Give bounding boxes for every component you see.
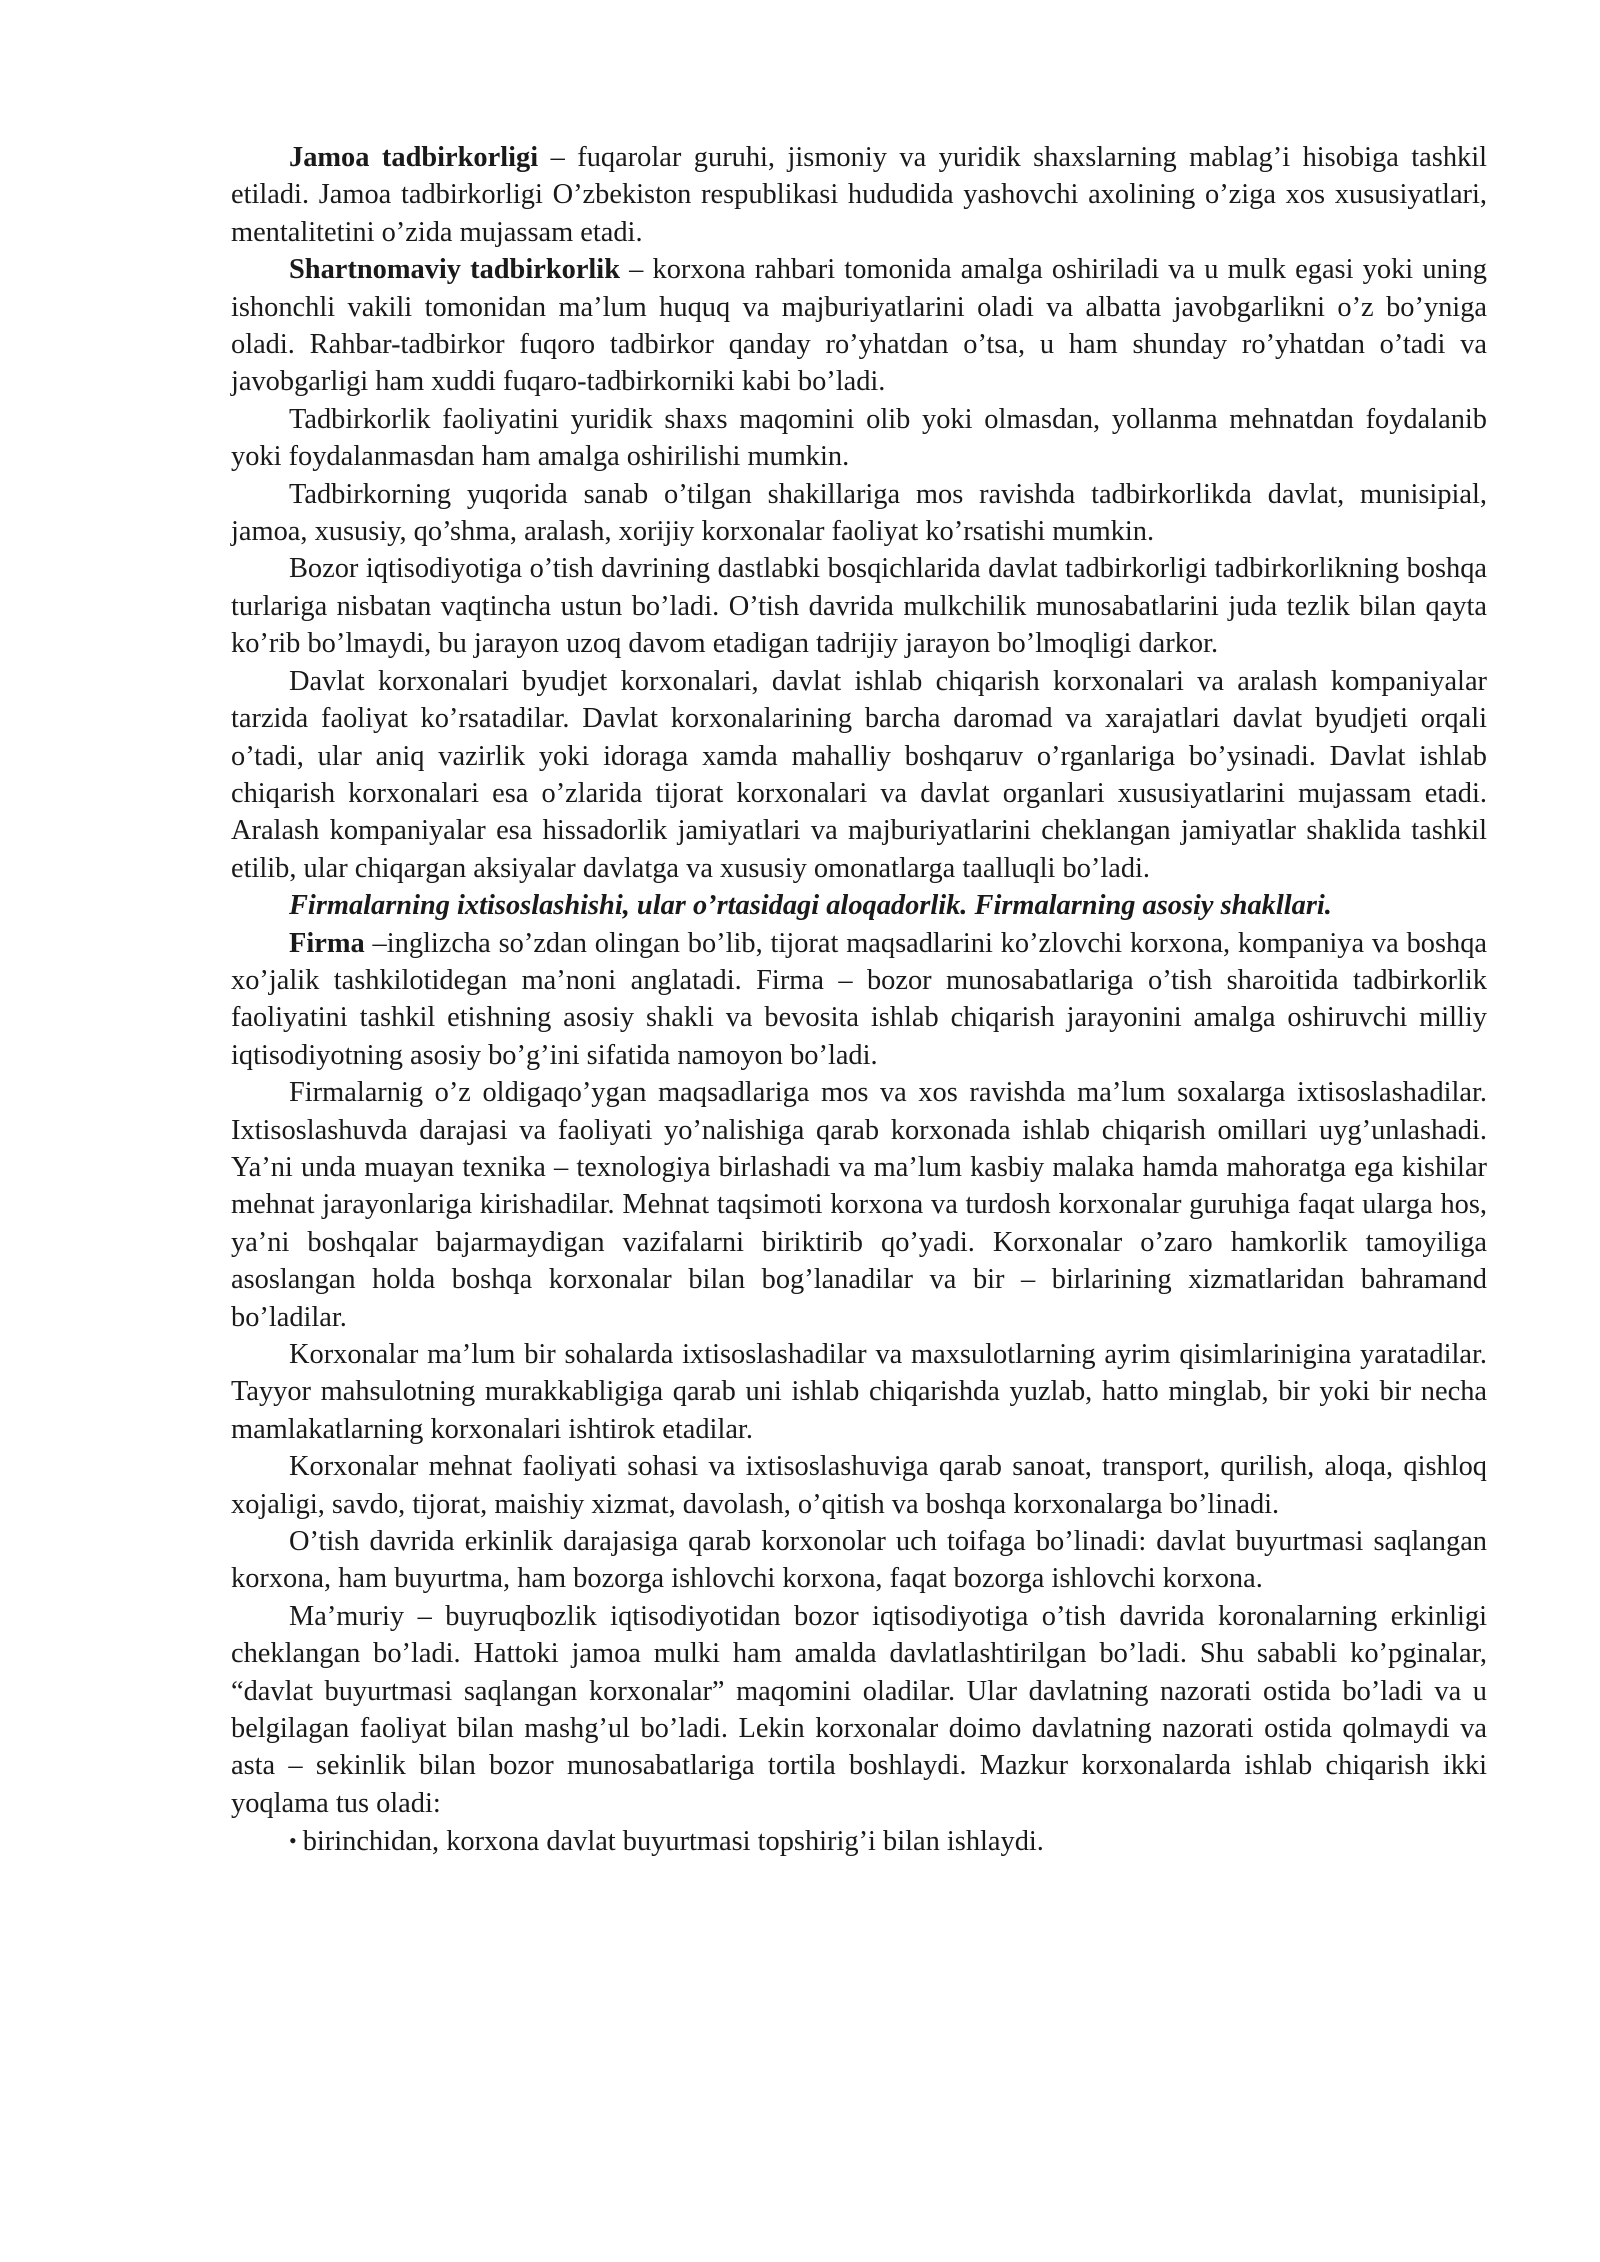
term-firma: Firma [289, 927, 365, 959]
bullet-text: birinchidan, korxona davlat buyurtmasi topshirig’i bilan ishlaydi. [302, 1826, 1044, 1858]
paragraph-mamuriy-buyruqbozlik: Ma’muriy – buyruqbozlik iqtisodiyotidan bozor iqtisodiyotiga o’tish davrida koronalarning erkinligi cheklangan bo’ladi. Hattoki jamoa mulki ham amalda davlatlashtirilgan bo’ladi. Shu sababli ko’pginalar, “davlat buyurtmasi saqlangan korxonalar” maqomini oladilar. Ular davlatning nazorati ostida bo’ladi va u belgilagan faoliyat bilan mashg’ul bo’ladi. Lekin korxonalar doimo davlatning nazorati ostida qolmaydi va asta – sekinlik bilan bozor munosabatlariga tortila boshlaydi. Mazkur korxonalarda ishlab chiqarish ikki yoqlama tus oladi: [231, 1600, 1487, 1819]
paragraph-text: – fuqarolar guruhi, jismoniy va yuridik shaxslarning mablag’i hisobiga tashkil etiladi. Jamoa tadbirkorligi O’zbekiston respublikasi hududida yashovchi axolining o’ziga xos xususiyatlari, mentalitetini o’zida mujassam etadi. [231, 142, 1487, 248]
paragraph-firma [231, 925, 1487, 1075]
term-shartnomaviy-tadbirkorlik: Shartnomaviy tadbirkorlik [289, 254, 620, 286]
paragraph-tadbirkorlik-faoliyati: Tadbirkorlik faoliyatini yuridik shaxs maqomini olib yoki olmasdan, yollanma mehnatdan foydalanib yoki foydalanmasdan ham amalga oshirilishi mumkin. [231, 403, 1487, 473]
paragraph-text: –inglizcha so’zdan olingan bo’lib, tijorat maqsadlarini ko’zlovchi korxona, kompaniya va boshqa xo’jalik tashkilotidegan ma’noni anglatadi. Firma – bozor munosabatlariga o’tish sharoitida tadbirkorlik faoliyatini tashkil etishning asosiy shakli va bevosita ishlab chiqarish jarayonini amalga oshiruvchi milliy iqtisodiyotning asosiy bo’g’ini sifatida namoyon bo’ladi. [231, 927, 1487, 1071]
paragraph-erkinlik-darajasi: O’tish davrida erkinlik darajasiga qarab korxonolar uch toifaga bo’linadi: davlat buyurtmasi saqlangan korxona, ham buyurtma, ham bozorga ishlovchi korxona, faqat bozorga ishlovchi korxona. [231, 1526, 1487, 1595]
paragraph-davlat-korxonalari: Davlat korxonalari byudjet korxonalari, davlat ishlab chiqarish korxonalari va aralash kompaniyalar tarzida faoliyat ko’rsatadilar. Davlat korxonalarining barcha daromad va xarajatlari davlat byudjeti orqali o’tadi, ular aniq vazirlik yoki idoraga xamda mahalliy boshqaruv o’rganlariga bo’ysinadi. Davlat ishlab chiqarish korxonalari esa o’zlarida tijorat korxonalari va davlat organlari xususiyatlarini mujassam etadi. Aralash kompaniyalar esa hissadorlik jamiyatlari va majburiyatlarini cheklangan jamiyatlar shaklida tashkil etilib, ular chiqargan aksiyalar davlatga va xususiy omonatlarga taalluqli bo’ladi. [231, 665, 1487, 884]
section-heading: Firmalarning ixtisoslashishi, ular o’rtasidagi aloqadorlik. Firmalarning asosiy shakllari. [289, 890, 1332, 922]
bullet-list-item [231, 1822, 1487, 1860]
paragraph-tadbirkorning-shakllari: Tadbirkorning yuqorida sanab o’tilgan shakillariga mos ravishda tadbirkorlikda davlat, munisipial, jamoa, xususiy, qo’shma, aralash, xorijiy korxonalar faoliyat ko’rsatishi mumkin. [231, 478, 1487, 548]
paragraph-firmalarning-ixtisoslashuvi: Firmalarnig o’z oldigaqo’ygan maqsadlariga mos va xos ravishda ma’lum soxalarga ixtisoslashadilar. Ixtisoslashuvda darajasi va faoliyati yo’nalishiga qarab korxonada ishlab chiqarish omillari uyg’unlashadi. Ya’ni unda muayan texnika – texnologiya birlashadi va ma’lum kasbiy malaka hamda mahoratga ega kishilar mehnat jarayonlariga kirishadilar. Mehnat taqsimoti korxona va turdosh korxonalar guruhiga faqat ularga hos, ya’ni boshqalar bajarmaydigan vazifalarni biriktirib qo’yadi. Korxonalar o’zaro hamkorlik tamoyiliga asoslangan holda boshqa korxonalar bilan bog’lanadilar va bir – birlarining xizmatlaridan bahramand bo’ladilar. [231, 1077, 1487, 1333]
bullet-icon: • [289, 1828, 297, 1854]
paragraph-korxonalar-turlari: Korxonalar mehnat faoliyati sohasi va ixtisoslashuviga qarab sanoat, transport, qurilish, aloqa, qishloq xojaligi, savdo, tijorat, maishiy xizmat, davolash, o’qitish va boshqa korxonalarga bo’linadi. [231, 1451, 1487, 1520]
document-page [231, 139, 1487, 1861]
paragraph-shartnomaviy-tadbirkorlik [231, 251, 1487, 401]
paragraph-bozor-iqtisodiyoti: Bozor iqtisodiyotiga o’tish davrining dastlabki bosqichlarida davlat tadbirkorligi tadbirkorlikning boshqa turlariga nisbatan vaqtincha ustun bo’ladi. O’tish davrida mulkchilik munosabatlarini juda tezlik bilan qayta ko’rib bo’lmaydi, bu jarayon uzoq davom etadigan tadrijiy jarayon bo’lmoqligi darkor. [231, 553, 1487, 660]
paragraph-jamoa-tadbirkorligi [231, 139, 1487, 251]
paragraph-korxonalar-sohalari: Korxonalar ma’lum bir sohalarda ixtisoslashadilar va maxsulotlarning ayrim qisimlarinigina yaratadilar. Tayyor mahsulotning murakkabligiga qarab uni ishlab chiqarishda yuzlab, hatto minglab, bir yoki bir necha mamlakatlarning korxonalari ishtirok etadilar. [231, 1339, 1487, 1445]
paragraph-text: – korxona rahbari tomonida amalga oshiriladi va u mulk egasi yoki uning ishonchli vakili tomonidan ma’lum huquq va majburiyatlarini oladi va albatta javobgarlikni o’z bo’yniga oladi. Rahbar-tadbirkor fuqoro tadbirkor qanday ro’yhatdan o’tsa, u ham shunday ro’yhatdan o’tadi va javobgarligi ham xuddi fuqaro-tadbirkorniki kabi bo’ladi. [231, 254, 1487, 398]
term-jamoa-tadbirkorligi: Jamoa tadbirkorligi [289, 142, 539, 173]
